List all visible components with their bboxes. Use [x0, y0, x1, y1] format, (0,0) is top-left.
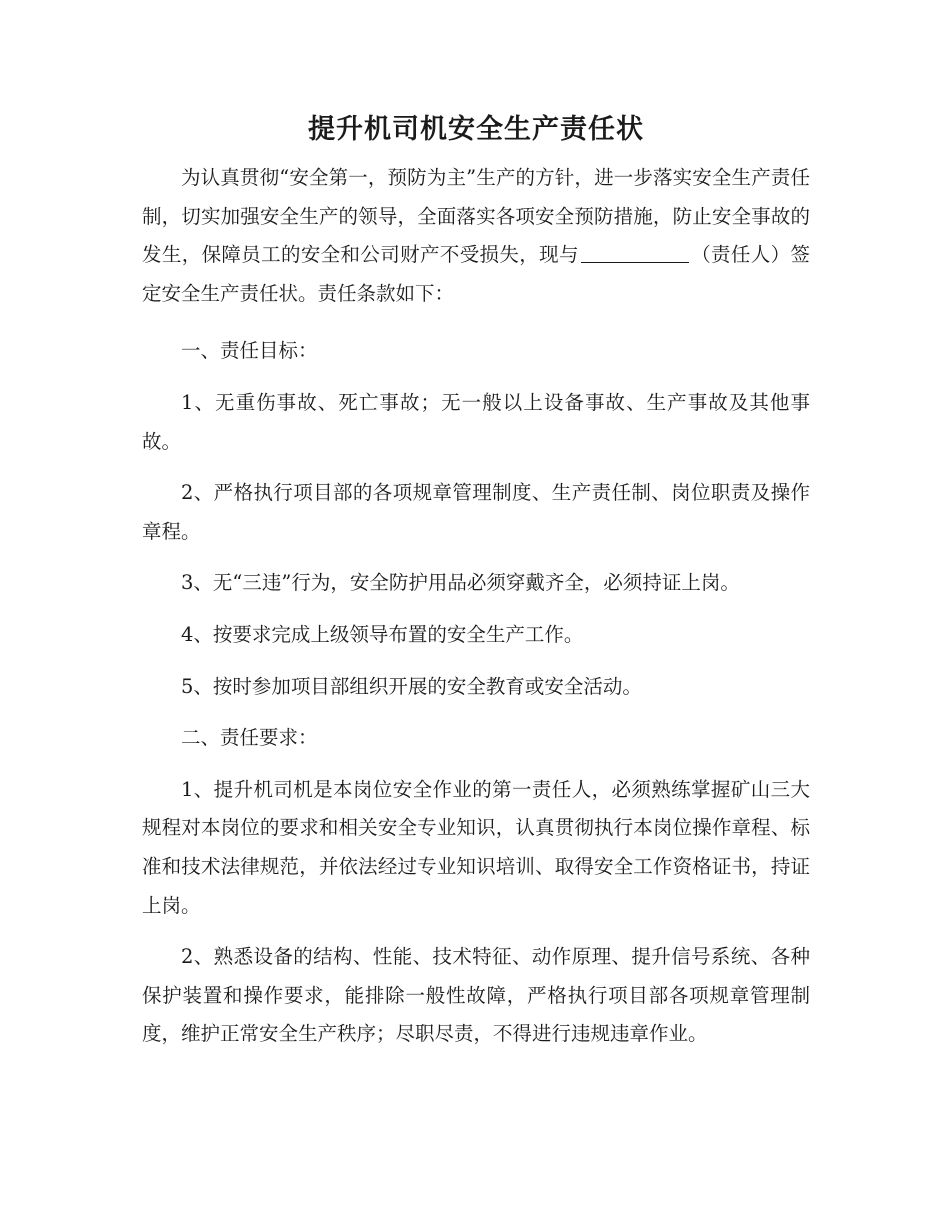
intro-paragraph — [142, 159, 810, 313]
goal-item-1: 1、无重伤事故、死亡事故；无一般以上设备事故、生产事故及其他事故。 — [142, 390, 810, 453]
requirement-item-1: 1、提升机司机是本岗位安全作业的第一责任人，必须熟练掌握矿山三大规程对本岗位的要求和相关安全专业知识，认真贯彻执行本岗位操作章程、标准和技术法律规范，并依法经过专业知识培训、取得安全工作资格证书，持证上岗。 — [142, 777, 810, 917]
document-title: 提升机司机安全生产责任状 — [308, 114, 644, 145]
intro-text-after-blank: （责任人）签定安全生产责任状。责任条款如下： — [142, 243, 810, 305]
section-heading-goals: 一、责任目标： — [181, 339, 318, 363]
goal-item-4: 4、按要求完成上级领导布置的安全生产工作。 — [181, 622, 584, 646]
requirement-item-2: 2、熟悉设备的结构、性能、技术特征、动作原理、提升信号系统、各种保护装置和操作要求，能排除一般性故障，严格执行项目部各项规章管理制度，维护正常安全生产秩序；尽职尽责，不得进行违规违章作业。 — [142, 945, 810, 1046]
signature-blank-line — [581, 243, 689, 264]
goal-item-5: 5、按时参加项目部组织开展的安全教育或安全活动。 — [181, 674, 642, 698]
goal-item-3: 3、无“三违”行为，安全防护用品必须穿戴齐全，必须持证上岗。 — [181, 571, 740, 595]
intro-text-before-blank: 为认真贯彻“安全第一，预防为主”生产的方针，进一步落实安全生产责任制，切实加强安全生产的领导，全面落实各项安全预防措施，防止安全事故的发生，保障员工的安全和公司财产不受损失，现与 — [142, 166, 810, 267]
section-heading-requirements: 二、责任要求： — [181, 726, 318, 750]
goal-item-2: 2、严格执行项目部的各项规章管理制度、生产责任制、岗位职责及操作章程。 — [142, 481, 810, 543]
document-page — [142, 110, 810, 1067]
